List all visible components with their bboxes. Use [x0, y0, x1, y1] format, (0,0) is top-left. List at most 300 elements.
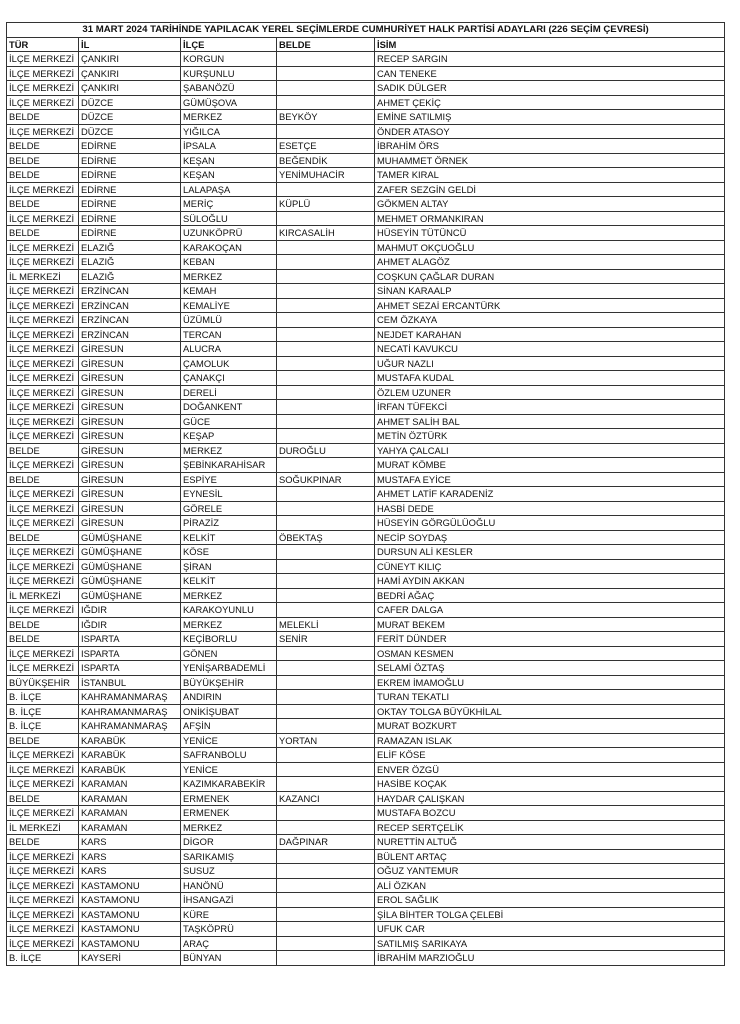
cell-il: ÇANKIRI — [79, 52, 181, 67]
cell-ilce: BÜYÜKŞEHİR — [181, 675, 277, 690]
table-row — [7, 124, 725, 139]
cell-isim: CÜNEYT KILIÇ — [375, 559, 725, 574]
cell-isim: NECİP SOYDAŞ — [375, 530, 725, 545]
cell-tur: İLÇE MERKEZİ — [7, 574, 79, 589]
table-row — [7, 777, 725, 792]
cell-ilce: MERKEZ — [181, 269, 277, 284]
cell-belde — [277, 893, 375, 908]
cell-belde — [277, 458, 375, 473]
table-row — [7, 893, 725, 908]
cell-isim: ELİF KÖSE — [375, 748, 725, 763]
cell-ilce: MERKEZ — [181, 820, 277, 835]
cell-belde — [277, 385, 375, 400]
table-row — [7, 588, 725, 603]
cell-tur: İLÇE MERKEZİ — [7, 95, 79, 110]
cell-il: GİRESUN — [79, 342, 181, 357]
table-row — [7, 501, 725, 516]
cell-il: GİRESUN — [79, 487, 181, 502]
table-row — [7, 690, 725, 705]
table-row — [7, 951, 725, 966]
cell-il: ISPARTA — [79, 632, 181, 647]
table-row — [7, 327, 725, 342]
cell-il: ISPARTA — [79, 646, 181, 661]
table-row — [7, 574, 725, 589]
cell-belde — [277, 951, 375, 966]
cell-tur: İLÇE MERKEZİ — [7, 501, 79, 516]
table-row — [7, 791, 725, 806]
table-row — [7, 66, 725, 81]
cell-tur: BELDE — [7, 168, 79, 183]
cell-tur: BELDE — [7, 617, 79, 632]
table-row — [7, 907, 725, 922]
cell-belde — [277, 356, 375, 371]
cell-ilce: HANÖNÜ — [181, 878, 277, 893]
cell-isim: EROL SAĞLIK — [375, 893, 725, 908]
cell-isim: İBRAHİM ÖRS — [375, 139, 725, 154]
cell-tur: BELDE — [7, 226, 79, 241]
cell-il: KAHRAMANMARAŞ — [79, 690, 181, 705]
cell-tur: İLÇE MERKEZİ — [7, 487, 79, 502]
cell-isim: AHMET ALAGÖZ — [375, 255, 725, 270]
cell-tur: İLÇE MERKEZİ — [7, 342, 79, 357]
cell-il: KARABÜK — [79, 762, 181, 777]
cell-ilce: MERKEZ — [181, 110, 277, 125]
table-row — [7, 603, 725, 618]
cell-tur: İLÇE MERKEZİ — [7, 356, 79, 371]
cell-tur: B. İLÇE — [7, 690, 79, 705]
cell-ilce: SUSUZ — [181, 864, 277, 879]
cell-isim: ÖZLEM UZUNER — [375, 385, 725, 400]
cell-tur: B. İLÇE — [7, 951, 79, 966]
cell-tur: İLÇE MERKEZİ — [7, 878, 79, 893]
cell-isim: HÜSEYİN TÜTÜNCÜ — [375, 226, 725, 241]
cell-tur: İLÇE MERKEZİ — [7, 429, 79, 444]
table-row — [7, 443, 725, 458]
cell-il: ELAZIĞ — [79, 240, 181, 255]
cell-ilce: KURŞUNLU — [181, 66, 277, 81]
cell-isim: SADIK DÜLGER — [375, 81, 725, 96]
cell-il: KAHRAMANMARAŞ — [79, 704, 181, 719]
cell-isim: MUSTAFA EYİCE — [375, 472, 725, 487]
cell-tur: İLÇE MERKEZİ — [7, 371, 79, 386]
cell-ilce: EYNESİL — [181, 487, 277, 502]
table-row — [7, 516, 725, 531]
cell-il: İSTANBUL — [79, 675, 181, 690]
cell-belde — [277, 327, 375, 342]
table-row — [7, 414, 725, 429]
cell-tur: İLÇE MERKEZİ — [7, 893, 79, 908]
cell-il: GİRESUN — [79, 356, 181, 371]
cell-ilce: KÜRE — [181, 907, 277, 922]
cell-tur: İLÇE MERKEZİ — [7, 806, 79, 821]
cell-isim: OKTAY TOLGA BÜYÜKHİLAL — [375, 704, 725, 719]
cell-il: GİRESUN — [79, 443, 181, 458]
cell-ilce: YENİŞARBADEMLİ — [181, 661, 277, 676]
table-row — [7, 197, 725, 212]
cell-il: GİRESUN — [79, 458, 181, 473]
cell-belde — [277, 675, 375, 690]
cell-ilce: ÇANAKÇI — [181, 371, 277, 386]
table-row — [7, 182, 725, 197]
cell-isim: HÜSEYİN GÖRGÜLÜOĞLU — [375, 516, 725, 531]
cell-ilce: KELKİT — [181, 530, 277, 545]
cell-il: ERZİNCAN — [79, 313, 181, 328]
cell-ilce: PİRAZİZ — [181, 516, 277, 531]
header-row — [7, 37, 725, 52]
cell-tur: İLÇE MERKEZİ — [7, 864, 79, 879]
cell-belde: SENİR — [277, 632, 375, 647]
table-row — [7, 472, 725, 487]
column-header-ilce: İLÇE — [181, 37, 277, 52]
candidate-sheet — [6, 22, 724, 966]
cell-isim: COŞKUN ÇAĞLAR DURAN — [375, 269, 725, 284]
table-row — [7, 530, 725, 545]
cell-ilce: TAŞKÖPRÜ — [181, 922, 277, 937]
cell-isim: RECEP SERTÇELİK — [375, 820, 725, 835]
cell-isim: AHMET SEZAİ ERCANTÜRK — [375, 298, 725, 313]
cell-belde: YENİMUHACİR — [277, 168, 375, 183]
cell-ilce: DERELİ — [181, 385, 277, 400]
cell-belde: KAZANCI — [277, 791, 375, 806]
table-row — [7, 704, 725, 719]
cell-isim: OĞUZ YANTEMUR — [375, 864, 725, 879]
cell-ilce: SAFRANBOLU — [181, 748, 277, 763]
cell-belde — [277, 661, 375, 676]
table-row — [7, 820, 725, 835]
cell-belde: ÖBEKTAŞ — [277, 530, 375, 545]
table-row — [7, 153, 725, 168]
table-row — [7, 211, 725, 226]
cell-tur: İLÇE MERKEZİ — [7, 559, 79, 574]
cell-belde — [277, 878, 375, 893]
cell-isim: MURAT BOZKURT — [375, 719, 725, 734]
cell-ilce: MERKEZ — [181, 617, 277, 632]
cell-il: KARABÜK — [79, 748, 181, 763]
cell-ilce: AFŞİN — [181, 719, 277, 734]
cell-isim: NECATİ KAVUKCU — [375, 342, 725, 357]
cell-isim: METİN ÖZTÜRK — [375, 429, 725, 444]
cell-belde — [277, 690, 375, 705]
cell-belde: KIRCASALİH — [277, 226, 375, 241]
cell-belde — [277, 414, 375, 429]
cell-belde — [277, 298, 375, 313]
cell-belde — [277, 284, 375, 299]
cell-isim: RAMAZAN ISLAK — [375, 733, 725, 748]
cell-tur: BELDE — [7, 530, 79, 545]
cell-belde — [277, 777, 375, 792]
cell-tur: İLÇE MERKEZİ — [7, 211, 79, 226]
table-row — [7, 617, 725, 632]
cell-belde — [277, 864, 375, 879]
cell-belde: BEYKÖY — [277, 110, 375, 125]
cell-tur: İLÇE MERKEZİ — [7, 603, 79, 618]
cell-tur: İLÇE MERKEZİ — [7, 777, 79, 792]
table-row — [7, 864, 725, 879]
table-row — [7, 878, 725, 893]
cell-isim: ZAFER SEZGİN GELDİ — [375, 182, 725, 197]
cell-il: ÇANKIRI — [79, 66, 181, 81]
cell-isim: TAMER KIRAL — [375, 168, 725, 183]
cell-belde — [277, 240, 375, 255]
table-row — [7, 429, 725, 444]
table-row — [7, 110, 725, 125]
table-row — [7, 95, 725, 110]
cell-belde — [277, 849, 375, 864]
cell-ilce: KARAKOYUNLU — [181, 603, 277, 618]
column-header-tur: TÜR — [7, 37, 79, 52]
table-row — [7, 400, 725, 415]
cell-tur: B. İLÇE — [7, 719, 79, 734]
cell-ilce: ŞABANÖZÜ — [181, 81, 277, 96]
cell-ilce: LALAPAŞA — [181, 182, 277, 197]
cell-ilce: KEŞAP — [181, 429, 277, 444]
cell-isim: HAYDAR ÇALIŞKAN — [375, 791, 725, 806]
cell-belde — [277, 81, 375, 96]
cell-belde: BEĞENDİK — [277, 153, 375, 168]
cell-isim: CEM ÖZKAYA — [375, 313, 725, 328]
cell-il: ERZİNCAN — [79, 284, 181, 299]
cell-belde: KÜPLÜ — [277, 197, 375, 212]
cell-tur: BELDE — [7, 472, 79, 487]
cell-isim: GÖKMEN ALTAY — [375, 197, 725, 212]
table-row — [7, 458, 725, 473]
cell-il: KASTAMONU — [79, 936, 181, 951]
cell-ilce: YIĞILCA — [181, 124, 277, 139]
cell-isim: OSMAN KESMEN — [375, 646, 725, 661]
cell-tur: BÜYÜKŞEHİR — [7, 675, 79, 690]
cell-ilce: GÜCE — [181, 414, 277, 429]
column-header-isim: İSİM — [375, 37, 725, 52]
cell-il: KARAMAN — [79, 777, 181, 792]
cell-isim: SATILMIŞ SARIKAYA — [375, 936, 725, 951]
cell-isim: UFUK CAR — [375, 922, 725, 937]
cell-il: EDİRNE — [79, 182, 181, 197]
cell-ilce: GÜMÜŞOVA — [181, 95, 277, 110]
cell-il: GİRESUN — [79, 371, 181, 386]
cell-ilce: KEBAN — [181, 255, 277, 270]
table-row — [7, 487, 725, 502]
cell-il: EDİRNE — [79, 153, 181, 168]
cell-isim: CAFER DALGA — [375, 603, 725, 618]
cell-ilce: GÖNEN — [181, 646, 277, 661]
cell-il: DÜZCE — [79, 95, 181, 110]
cell-tur: İLÇE MERKEZİ — [7, 327, 79, 342]
cell-isim: EKREM İMAMOĞLU — [375, 675, 725, 690]
cell-tur: İLÇE MERKEZİ — [7, 284, 79, 299]
cell-tur: İLÇE MERKEZİ — [7, 849, 79, 864]
cell-il: GÜMÜŞHANE — [79, 588, 181, 603]
cell-belde — [277, 269, 375, 284]
document-title: 31 MART 2024 TARİHİNDE YAPILACAK YEREL SEÇİMLERDE CUMHURİYET HALK PARTİSİ ADAYLARI (226 SEÇİM ÇEVRESİ) — [7, 23, 725, 38]
cell-ilce: KEMAH — [181, 284, 277, 299]
table-row — [7, 762, 725, 777]
cell-isim: BEDRİ AĞAÇ — [375, 588, 725, 603]
cell-ilce: UZUNKÖPRÜ — [181, 226, 277, 241]
cell-il: ERZİNCAN — [79, 298, 181, 313]
cell-belde — [277, 211, 375, 226]
cell-tur: İL MERKEZİ — [7, 820, 79, 835]
cell-ilce: ERMENEK — [181, 806, 277, 821]
cell-il: GÜMÜŞHANE — [79, 559, 181, 574]
cell-belde — [277, 313, 375, 328]
cell-tur: İLÇE MERKEZİ — [7, 516, 79, 531]
table-row — [7, 52, 725, 67]
cell-isim: SELAMİ ÖZTAŞ — [375, 661, 725, 676]
cell-ilce: ALUCRA — [181, 342, 277, 357]
column-header-belde: BELDE — [277, 37, 375, 52]
cell-isim: NEJDET KARAHAN — [375, 327, 725, 342]
cell-ilce: DİGOR — [181, 835, 277, 850]
title-row — [7, 23, 725, 38]
cell-isim: CAN TENEKE — [375, 66, 725, 81]
cell-belde: DUROĞLU — [277, 443, 375, 458]
cell-ilce: MERKEZ — [181, 443, 277, 458]
cell-belde — [277, 922, 375, 937]
cell-il: KARAMAN — [79, 791, 181, 806]
cell-belde — [277, 806, 375, 821]
cell-belde: DAĞPINAR — [277, 835, 375, 850]
cell-ilce: ARAÇ — [181, 936, 277, 951]
table-row — [7, 313, 725, 328]
cell-tur: İLÇE MERKEZİ — [7, 385, 79, 400]
cell-isim: HASBİ DEDE — [375, 501, 725, 516]
cell-isim: ALİ ÖZKAN — [375, 878, 725, 893]
cell-il: GÜMÜŞHANE — [79, 545, 181, 560]
cell-ilce: MERKEZ — [181, 588, 277, 603]
table-row — [7, 559, 725, 574]
cell-il: KARABÜK — [79, 733, 181, 748]
cell-isim: İRFAN TÜFEKCİ — [375, 400, 725, 415]
cell-isim: AHMET LATİF KARADENİZ — [375, 487, 725, 502]
table-row — [7, 733, 725, 748]
cell-isim: NURETTİN ALTUĞ — [375, 835, 725, 850]
cell-il: KASTAMONU — [79, 893, 181, 908]
cell-belde — [277, 52, 375, 67]
cell-il: KASTAMONU — [79, 907, 181, 922]
cell-il: GÜMÜŞHANE — [79, 530, 181, 545]
cell-ilce: MERİÇ — [181, 197, 277, 212]
cell-tur: İLÇE MERKEZİ — [7, 661, 79, 676]
cell-isim: TURAN TEKATLI — [375, 690, 725, 705]
table-row — [7, 632, 725, 647]
cell-ilce: ÜZÜMLÜ — [181, 313, 277, 328]
cell-il: ELAZIĞ — [79, 255, 181, 270]
cell-belde — [277, 588, 375, 603]
cell-ilce: TERCAN — [181, 327, 277, 342]
cell-il: ÇANKIRI — [79, 81, 181, 96]
cell-belde: SOĞUKPINAR — [277, 472, 375, 487]
cell-il: EDİRNE — [79, 168, 181, 183]
cell-isim: ŞİLA BİHTER TOLGA ÇELEBİ — [375, 907, 725, 922]
table-row — [7, 719, 725, 734]
cell-belde — [277, 559, 375, 574]
cell-ilce: KAZIMKARABEKİR — [181, 777, 277, 792]
cell-il: IĞDIR — [79, 617, 181, 632]
cell-ilce: ŞİRAN — [181, 559, 277, 574]
table-row — [7, 226, 725, 241]
cell-belde — [277, 342, 375, 357]
cell-tur: İL MERKEZİ — [7, 588, 79, 603]
cell-tur: İLÇE MERKEZİ — [7, 414, 79, 429]
cell-belde — [277, 487, 375, 502]
cell-isim: SİNAN KARAALP — [375, 284, 725, 299]
cell-isim: FERİT DÜNDER — [375, 632, 725, 647]
cell-belde — [277, 66, 375, 81]
cell-tur: İLÇE MERKEZİ — [7, 313, 79, 328]
cell-tur: İLÇE MERKEZİ — [7, 124, 79, 139]
cell-tur: İLÇE MERKEZİ — [7, 182, 79, 197]
table-row — [7, 661, 725, 676]
candidate-table — [6, 22, 725, 966]
cell-belde: MELEKLİ — [277, 617, 375, 632]
table-row — [7, 835, 725, 850]
cell-il: KARS — [79, 835, 181, 850]
cell-ilce: BÜNYAN — [181, 951, 277, 966]
cell-tur: BELDE — [7, 139, 79, 154]
cell-belde — [277, 719, 375, 734]
cell-tur: İLÇE MERKEZİ — [7, 298, 79, 313]
cell-ilce: İHSANGAZİ — [181, 893, 277, 908]
cell-tur: BELDE — [7, 443, 79, 458]
cell-isim: İBRAHİM MARZIOĞLU — [375, 951, 725, 966]
cell-ilce: KORGUN — [181, 52, 277, 67]
cell-tur: BELDE — [7, 110, 79, 125]
cell-ilce: ÇAMOLUK — [181, 356, 277, 371]
cell-tur: İLÇE MERKEZİ — [7, 52, 79, 67]
table-row — [7, 646, 725, 661]
cell-tur: İLÇE MERKEZİ — [7, 936, 79, 951]
cell-ilce: İPSALA — [181, 139, 277, 154]
cell-il: KAHRAMANMARAŞ — [79, 719, 181, 734]
cell-il: GİRESUN — [79, 414, 181, 429]
cell-belde: ESETÇE — [277, 139, 375, 154]
cell-isim: HASİBE KOÇAK — [375, 777, 725, 792]
cell-ilce: ESPİYE — [181, 472, 277, 487]
table-body — [7, 52, 725, 966]
cell-belde — [277, 704, 375, 719]
cell-belde — [277, 603, 375, 618]
cell-isim: ENVER ÖZGÜ — [375, 762, 725, 777]
cell-il: KASTAMONU — [79, 922, 181, 937]
cell-tur: İLÇE MERKEZİ — [7, 922, 79, 937]
cell-tur: İLÇE MERKEZİ — [7, 646, 79, 661]
cell-tur: İLÇE MERKEZİ — [7, 458, 79, 473]
cell-belde — [277, 762, 375, 777]
cell-il: GİRESUN — [79, 501, 181, 516]
cell-il: GİRESUN — [79, 429, 181, 444]
cell-ilce: YENİCE — [181, 762, 277, 777]
cell-il: KAYSERİ — [79, 951, 181, 966]
cell-il: ELAZIĞ — [79, 269, 181, 284]
cell-isim: AHMET SALİH BAL — [375, 414, 725, 429]
table-row — [7, 371, 725, 386]
cell-belde — [277, 182, 375, 197]
cell-isim: MUSTAFA KUDAL — [375, 371, 725, 386]
cell-ilce: DOĞANKENT — [181, 400, 277, 415]
cell-isim: HAMİ AYDIN AKKAN — [375, 574, 725, 589]
table-row — [7, 139, 725, 154]
cell-belde — [277, 545, 375, 560]
cell-ilce: GÖRELE — [181, 501, 277, 516]
cell-belde — [277, 820, 375, 835]
cell-tur: İLÇE MERKEZİ — [7, 545, 79, 560]
cell-belde — [277, 429, 375, 444]
cell-ilce: ANDIRIN — [181, 690, 277, 705]
cell-il: KARAMAN — [79, 820, 181, 835]
table-row — [7, 269, 725, 284]
cell-belde — [277, 646, 375, 661]
cell-ilce: ŞEBİNKARAHİSAR — [181, 458, 277, 473]
